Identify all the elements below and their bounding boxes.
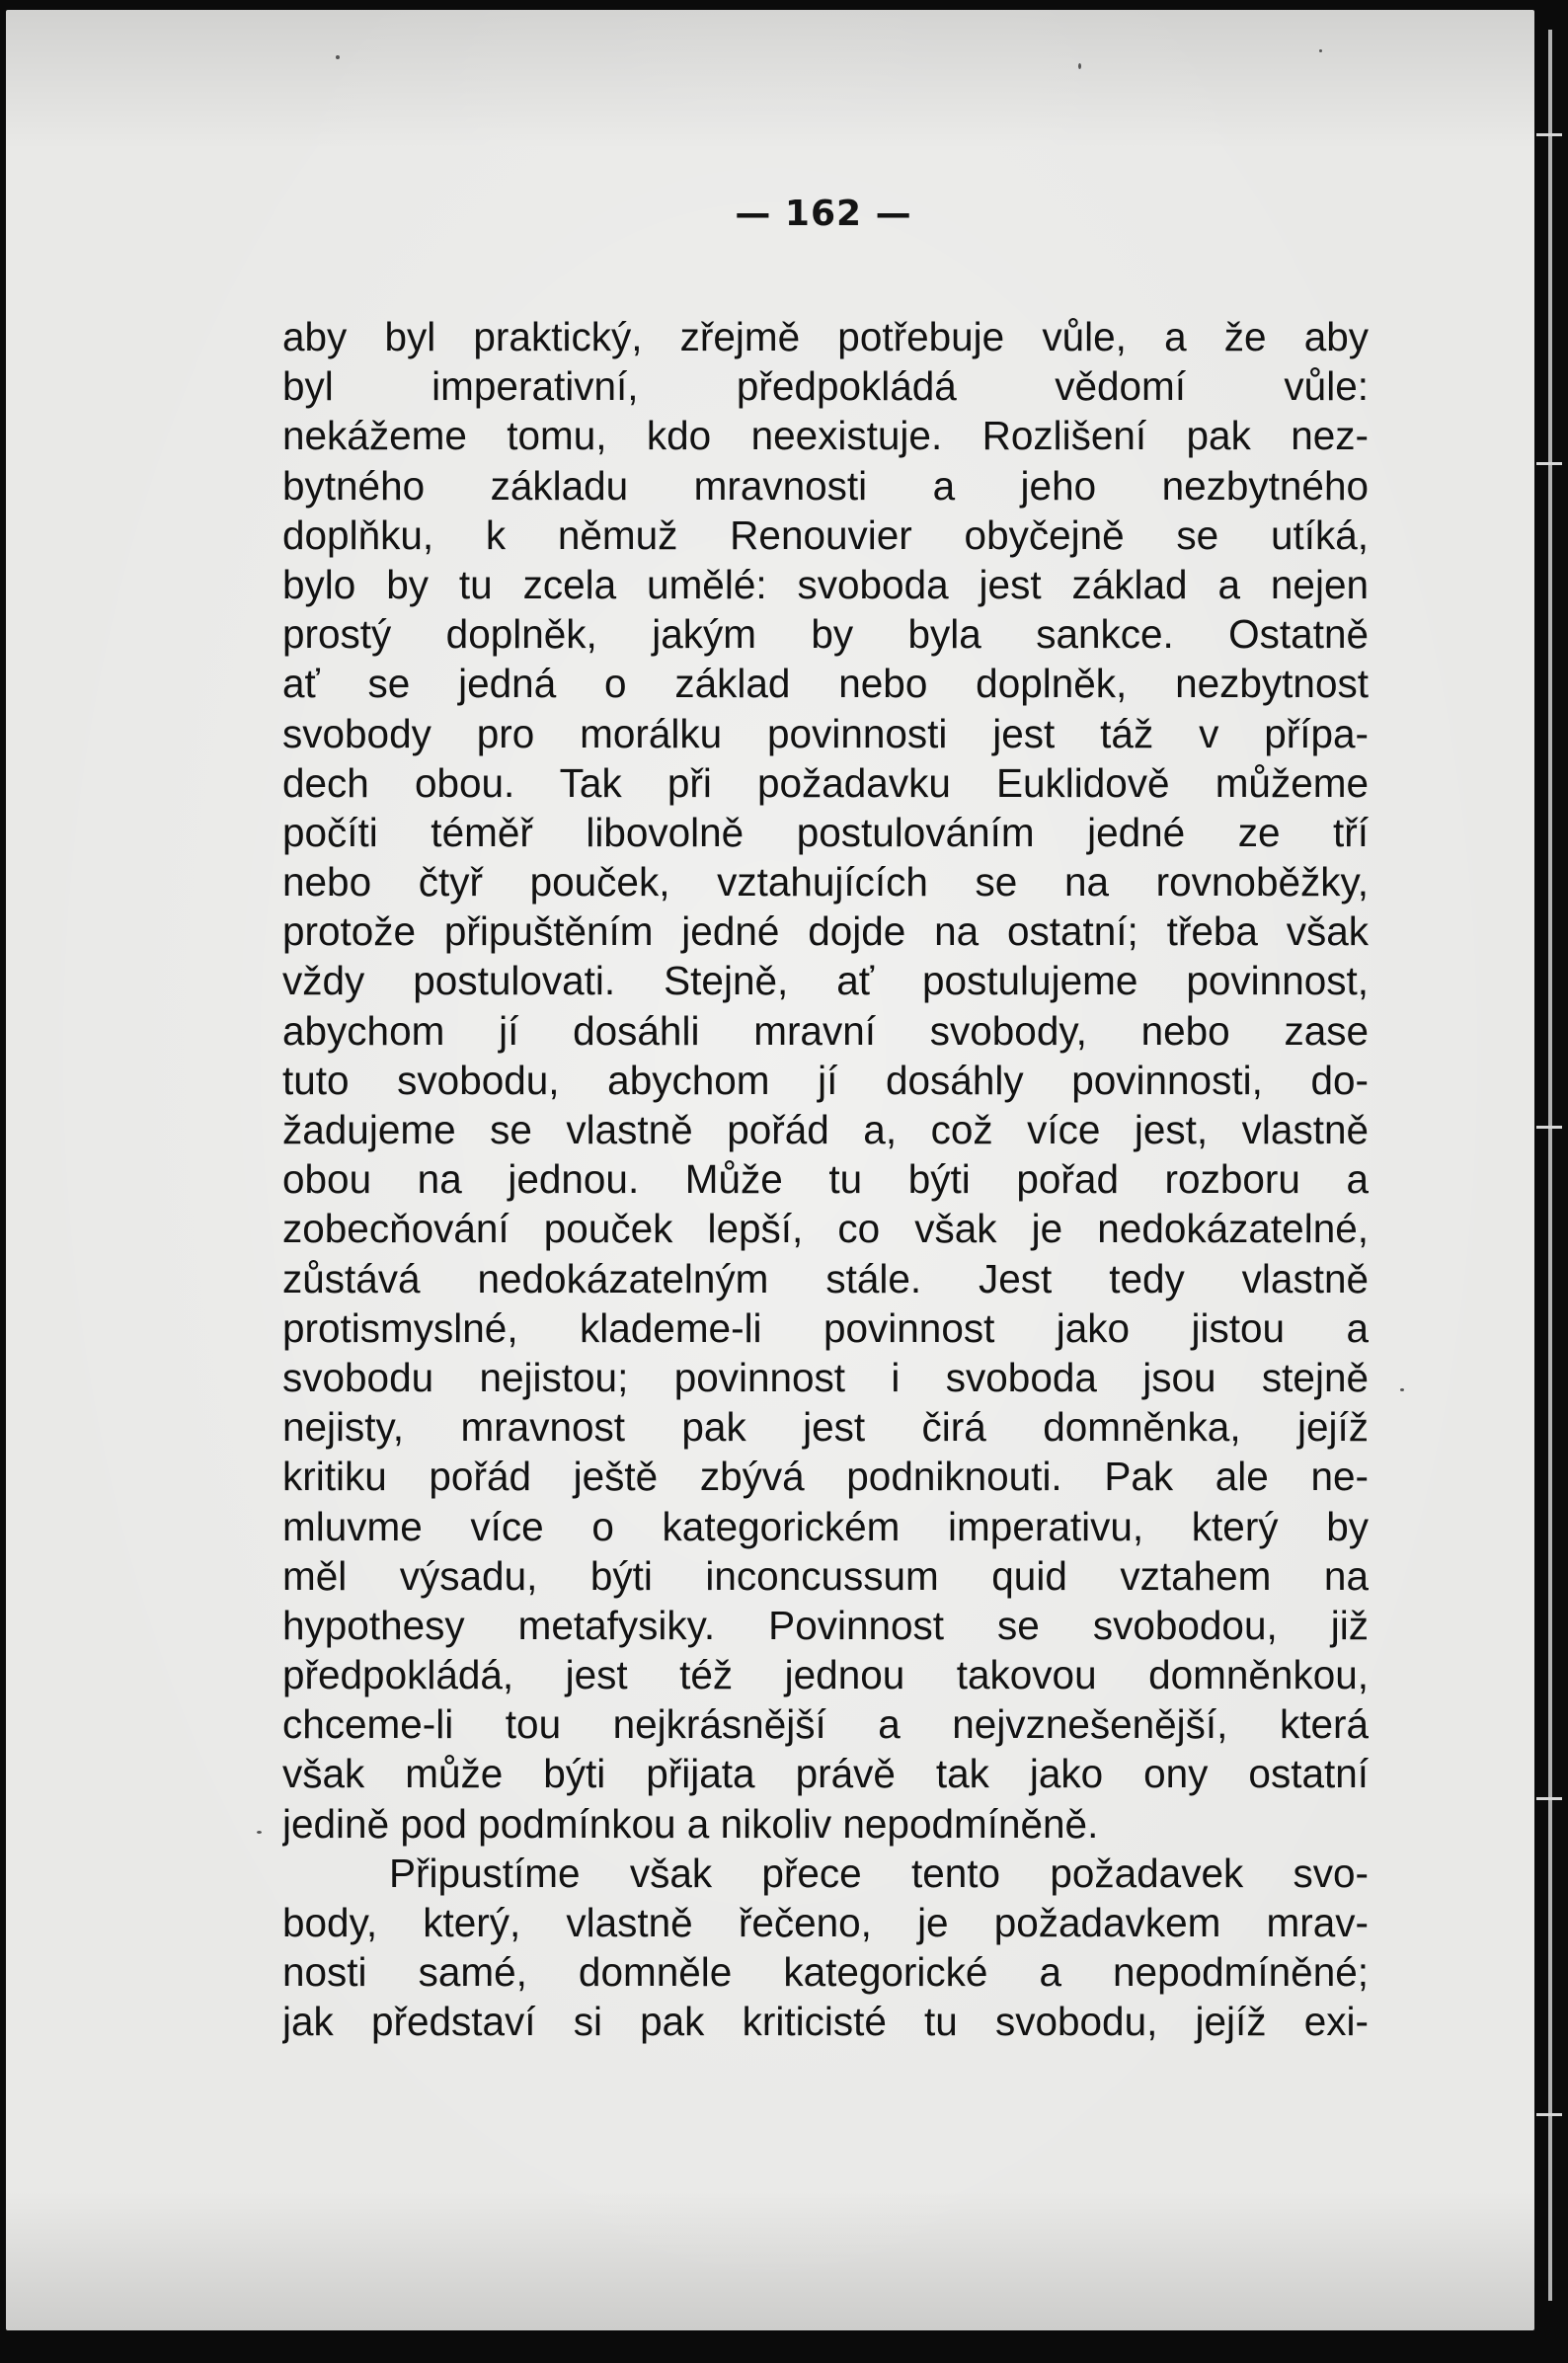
dust-speck (1400, 1388, 1404, 1391)
text-line: mluvme více o kategorickém imperativu, který by (282, 1503, 1369, 1549)
edge-mark (1536, 2113, 1562, 2116)
paragraph-2 (282, 1849, 1369, 2047)
text-line: svobodu nejistou; povinnost i svoboda jsou stejně (282, 1354, 1369, 1400)
edge-mark (1536, 133, 1562, 136)
edge-mark (1536, 1797, 1562, 1800)
dust-speck (336, 55, 340, 59)
body-text (282, 312, 1369, 2047)
text-line: dech obou. Tak při požadavku Euklidově můžeme (282, 759, 1369, 806)
paragraph-1 (282, 312, 1369, 1849)
text-line: tuto svobodu, abychom jí dosáhly povinnosti, do- (282, 1057, 1369, 1103)
text-line: však může býti přijata právě tak jako ony ostatní (282, 1751, 1369, 1797)
text-line: nebo čtyř pouček, vztahujících se na rovnoběžky, (282, 859, 1369, 906)
text-line: Připustíme však přece tento požadavek svo- (389, 1850, 1369, 1896)
text-line: hypothesy metafysiky. Povinnost se svobodou, již (282, 1602, 1369, 1648)
dust-speck (1319, 49, 1322, 52)
page-edge-line (1548, 30, 1552, 2301)
text-line: jak představí si pak kriticisté tu svobodu, jejíž exi- (282, 1999, 1369, 2045)
text-line: počíti téměř libovolně postulováním jedné ze tří (282, 809, 1369, 855)
text-line: jedině pod podmínkou a nikoliv nepodmíněně. (282, 1800, 1099, 1847)
dust-speck (257, 1831, 262, 1834)
text-line: vždy postulovati. Stejně, ať postulujeme povinnost, (282, 958, 1369, 1004)
text-line: zobecňování pouček lepší, co však je nedokázatelné, (282, 1206, 1369, 1252)
text-line: bylo by tu zcela umělé: svoboda jest základ a nejen (282, 561, 1369, 607)
text-line: chceme-li tou nejkrásnější a nejvznešenější, která (282, 1701, 1369, 1748)
text-line: prostý doplněk, jakým by byla sankce. Ostatně (282, 611, 1369, 658)
text-line: svobody pro morálku povinnosti jest táž v přípa- (282, 710, 1369, 756)
text-line: aby byl praktický, zřejmě potřebuje vůle, a že aby (282, 314, 1369, 359)
text-line: protože připuštěním jedné dojde na ostatní; třeba však (282, 908, 1369, 955)
text-line: abychom jí dosáhli mravní svobody, nebo zase (282, 1007, 1369, 1054)
text-line: žadujeme se vlastně pořád a, což více jest, vlastně (282, 1107, 1369, 1152)
text-line: nekážeme tomu, kdo neexistuje. Rozlišení pak nez- (282, 413, 1369, 459)
dust-speck (1078, 63, 1081, 69)
edge-mark (1536, 462, 1562, 465)
text-line: měl výsadu, býti inconcussum quid vztahem na (282, 1552, 1369, 1599)
text-line: nosti samé, domněle kategorické a nepodmíněné; (282, 1949, 1369, 1996)
text-line: nejisty, mravnost pak jest čirá domněnka, jejíž (282, 1404, 1369, 1451)
text-line: předpokládá, jest též jednou takovou domněnkou, (282, 1652, 1369, 1698)
text-line: kritiku pořád ještě zbývá podniknouti. Pak ale ne- (282, 1454, 1369, 1500)
text-line: zůstává nedokázatelným stále. Jest tedy vlastně (282, 1255, 1369, 1301)
text-line: obou na jednou. Může tu býti pořad rozboru a (282, 1156, 1369, 1203)
text-line: byl imperativní, předpokládá vědomí vůle: (282, 363, 1369, 410)
edge-mark (1536, 1126, 1562, 1129)
text-line: ať se jedná o základ nebo doplněk, nezbytnost (282, 661, 1369, 707)
text-line: protismyslné, klademe-li povinnost jako jistou a (282, 1304, 1369, 1351)
page-number: — 162 — (735, 194, 912, 234)
text-line: body, který, vlastně řečeno, je požadavkem mrav- (282, 1900, 1369, 1945)
text-line: doplňku, k němuž Renouvier obyčejně se utíká, (282, 512, 1369, 558)
text-line: bytného základu mravnosti a jeho nezbytného (282, 462, 1369, 509)
